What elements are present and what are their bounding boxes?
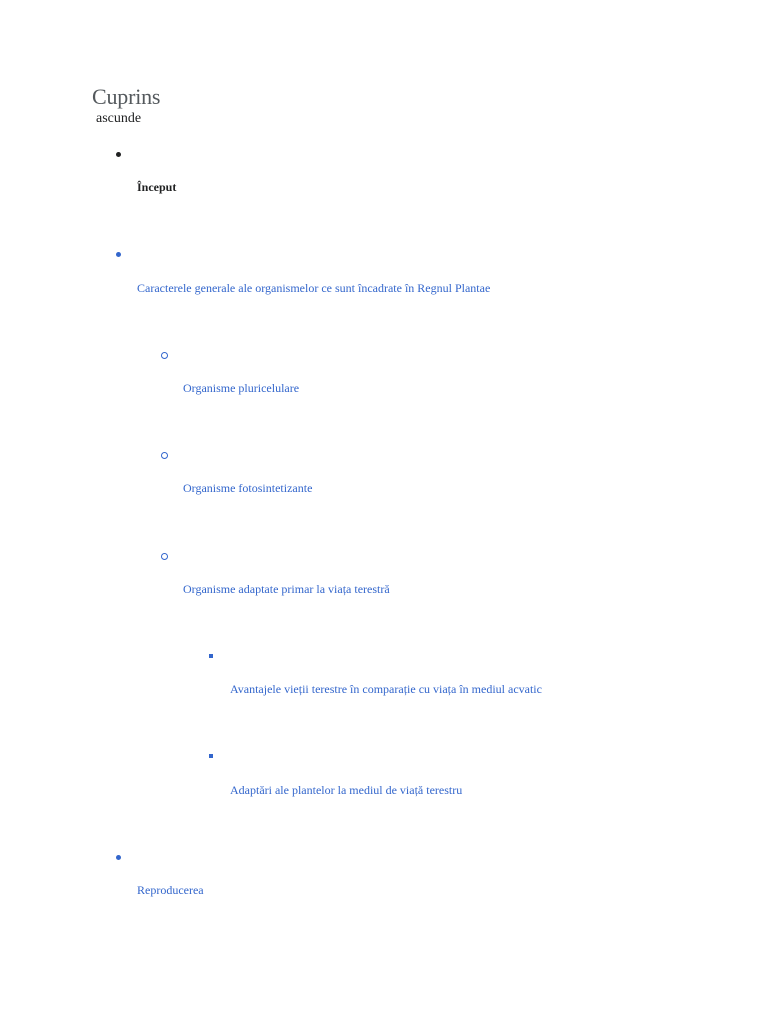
toc-link[interactable]: Reproducerea bbox=[137, 883, 204, 897]
toc-link[interactable]: Organisme adaptate primar la viața terestră bbox=[183, 582, 390, 596]
toc-title: Cuprins bbox=[92, 84, 161, 109]
toc-link[interactable]: Organisme pluricelulare bbox=[183, 381, 300, 395]
bullet-circle-icon bbox=[157, 348, 171, 362]
toc-link[interactable]: Organisme fotosintetizante bbox=[183, 481, 313, 495]
bullet-circle-icon bbox=[157, 448, 171, 462]
toc-item-adaptari-plante[interactable] bbox=[230, 783, 462, 798]
bullet-circle-icon bbox=[157, 549, 171, 563]
toc-item-organisme-adaptate[interactable] bbox=[183, 582, 390, 597]
toc-item-avantajele-vietii[interactable] bbox=[230, 682, 542, 697]
toc-item-reproducerea[interactable] bbox=[137, 883, 204, 898]
toc-item-caracterele-generale[interactable] bbox=[137, 281, 490, 296]
toc-link[interactable]: Adaptări ale plantelor la mediul de viață terestru bbox=[230, 783, 463, 797]
toc-link[interactable]: Caracterele generale ale organismelor ce sunt încadrate în Regnul Plantae bbox=[137, 281, 491, 295]
toc-item-organisme-fotosintetizante[interactable] bbox=[183, 481, 312, 496]
bullet-disc-icon bbox=[111, 247, 125, 261]
toc-item-inceput[interactable]: Început bbox=[137, 180, 177, 194]
toc-link[interactable]: Avantajele vieții terestre în comparație cu viața în mediul acvatic bbox=[230, 682, 542, 696]
bullet-disc-icon bbox=[111, 850, 125, 864]
toc-hide-toggle[interactable]: ascunde bbox=[96, 111, 142, 126]
bullet-disc-icon bbox=[111, 147, 125, 161]
toc-item-organisme-pluricelulare[interactable] bbox=[183, 381, 299, 396]
bullet-square-icon bbox=[204, 749, 218, 763]
bullet-square-icon bbox=[204, 649, 218, 663]
